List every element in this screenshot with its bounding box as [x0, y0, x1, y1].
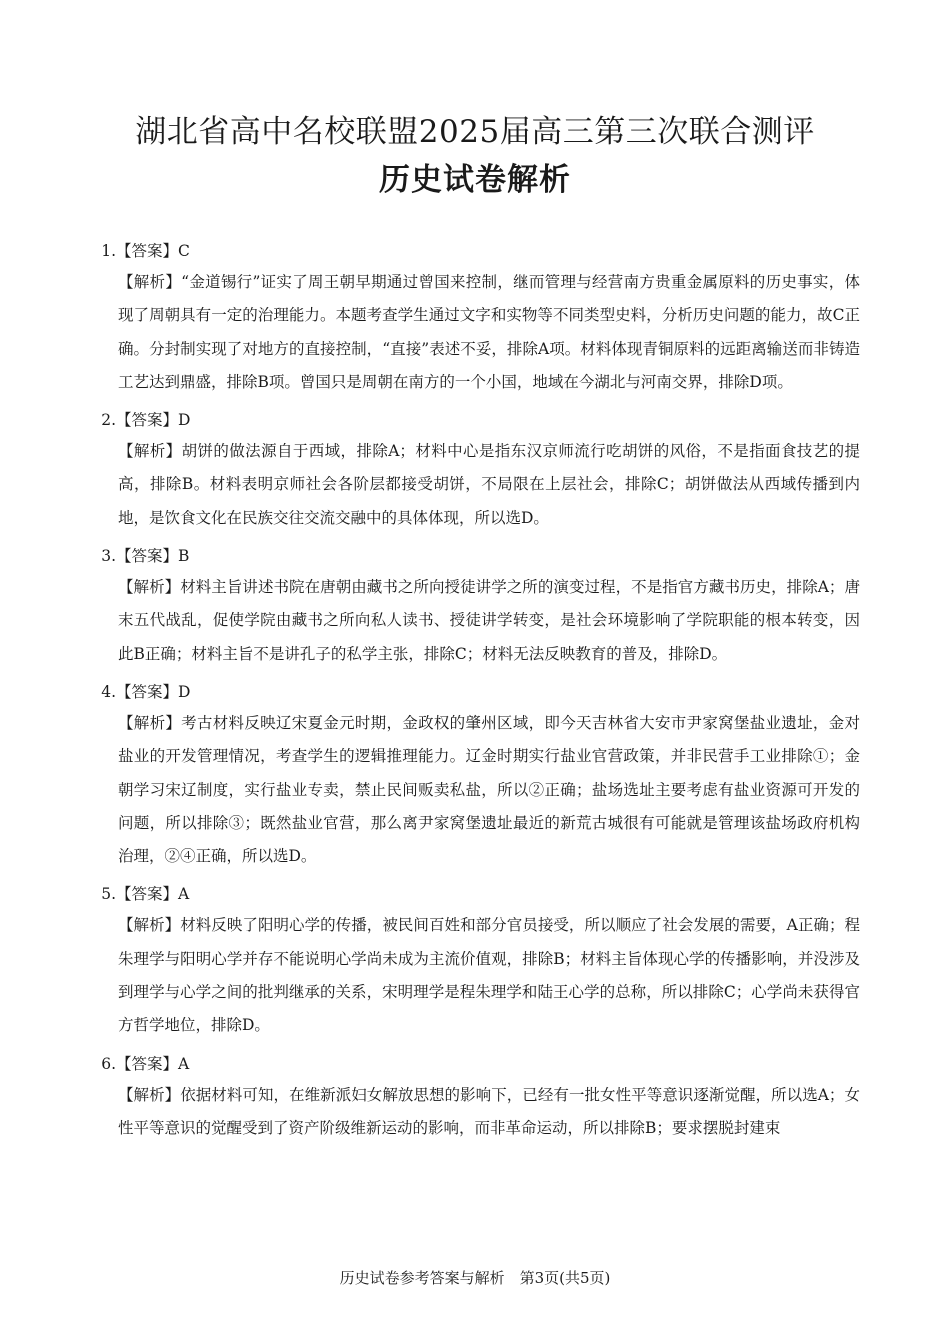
- question-item-2: [90, 405, 860, 535]
- analysis-paragraph: [118, 707, 860, 873]
- question-item-3: [90, 541, 860, 671]
- answer-line: [90, 1049, 860, 1079]
- question-number: 3.: [101, 547, 116, 566]
- analysis-paragraph: [118, 266, 860, 399]
- page-footer: 历史试卷参考答案与解析 第3页(共5页): [339, 1269, 611, 1287]
- analysis-label: 【解析】: [118, 578, 181, 597]
- analysis-text: 材料主旨讲述书院在唐朝由藏书之所向授徒讲学之所的演变过程，不是指官方藏书历史，排除A；唐末五代战乱，促使学院由藏书之所向私人读书、授徒讲学转变，是社会环境影响了学院职能的根本转变，因此B正确；材料主旨不是讲孔子的私学主张，排除C；材料无法反映教育的普及，排除D。: [118, 578, 860, 663]
- question-item-1: [90, 236, 860, 399]
- analysis-paragraph: [118, 909, 860, 1042]
- question-item-4: [90, 677, 860, 873]
- answer-value: C: [178, 242, 190, 260]
- answer-line: [90, 879, 860, 909]
- analysis-paragraph: [118, 435, 860, 535]
- analysis-text: 依据材料可知，在维新派妇女解放思想的影响下，已经有一批女性平等意识逐渐觉醒，所以选A；女性平等意识的觉醒受到了资产阶级维新运动的影响，而非革命运动，所以排除B；要求摆脱封建束: [118, 1085, 860, 1137]
- answer-line: [90, 236, 860, 266]
- analysis-label: 【解析】: [118, 1085, 181, 1104]
- analysis-text: 考古材料反映辽宋夏金元时期，金政权的肇州区域，即今天吉林省大安市尹家窝堡盐业遗址，金对盐业的开发管理情况，考查学生的逻辑推理能力。辽金时期实行盐业官营政策，并非民营手工业排除①；金朝学习宋辽制度，实行盐业专卖，禁止民间贩卖私盐，所以②正确；盐场选址主要考虑有盐业资源可开发的问题，所以排除③；既然盐业官营，那么离尹家窝堡遗址最近的新荒古城很有可能就是管理该盐场政府机构治理，②④正确，所以选D。: [118, 713, 860, 866]
- document-subtitle: 历史试卷解析: [379, 162, 571, 198]
- answer-label: 【答案】: [116, 1054, 179, 1073]
- question-item-5: [90, 879, 860, 1042]
- analysis-paragraph: [118, 571, 860, 671]
- answer-label: 【答案】: [116, 682, 179, 701]
- answer-value: B: [178, 547, 190, 566]
- answer-label: 【答案】: [116, 242, 179, 260]
- answer-value: A: [178, 1054, 190, 1073]
- analysis-label: 【解析】: [118, 916, 181, 935]
- answer-value: D: [178, 682, 191, 701]
- analysis-paragraph: [118, 1079, 860, 1146]
- answer-label: 【答案】: [116, 547, 179, 566]
- analysis-text: 材料反映了阳明心学的传播，被民间百姓和部分官员接受，所以顺应了社会发展的需要，A正确；程朱理学与阳明心学并存不能说明心学尚未成为主流价值观，排除B；材料主旨体现心学的传播影响，并没涉及到理学与心学之间的批判继承的关系，宋明理学是程朱理学和陆王心学的总称，所以排除C；心学尚未获得官方哲学地位，排除D。: [118, 916, 860, 1035]
- answer-line: [90, 405, 860, 435]
- answer-label: 【答案】: [116, 885, 179, 904]
- analysis-label: 【解析】: [118, 273, 182, 291]
- answer-value: D: [178, 411, 191, 430]
- analysis-text: “金道锡行”证实了周王朝早期通过曾国来控制，继而管理与经营南方贵重金属原料的历史事实，体现了周朝具有一定的治理能力。本题考查学生通过文字和实物等不同类型史料，分析历史问题的能力，故C正确。分封制实现了对地方的直接控制，“直接”表述不妥，排除A项。材料体现青铜原料的远距离输送而非铸造工艺达到鼎盛，排除B项。曾国只是周朝在南方的一个小国，地域在今湖北与河南交界，排除D项。: [118, 273, 860, 391]
- question-number: 6.: [101, 1054, 116, 1073]
- question-number: 4.: [101, 682, 116, 701]
- answer-label: 【答案】: [116, 411, 179, 430]
- analysis-text: 胡饼的做法源自于西域，排除A；材料中心是指东汉京师流行吃胡饼的风俗，不是指面食技艺的提高，排除B。材料表明京师社会各阶层都接受胡饼，不局限在上层社会，排除C；胡饼做法从西域传播到内地，是饮食文化在民族交往交流交融中的具体体现，所以选D。: [118, 442, 860, 527]
- question-number: 5.: [101, 885, 116, 904]
- question-number: 2.: [101, 411, 116, 430]
- analysis-label: 【解析】: [118, 442, 182, 461]
- analysis-label: 【解析】: [118, 713, 182, 732]
- question-item-6: [90, 1049, 860, 1146]
- answer-line: [90, 677, 860, 707]
- answer-list: [90, 236, 860, 1151]
- answer-value: A: [178, 885, 190, 904]
- answer-line: [90, 541, 860, 571]
- document-title: 湖北省高中名校联盟2025届高三第三次联合测评: [135, 114, 815, 150]
- question-number: 1.: [101, 242, 116, 260]
